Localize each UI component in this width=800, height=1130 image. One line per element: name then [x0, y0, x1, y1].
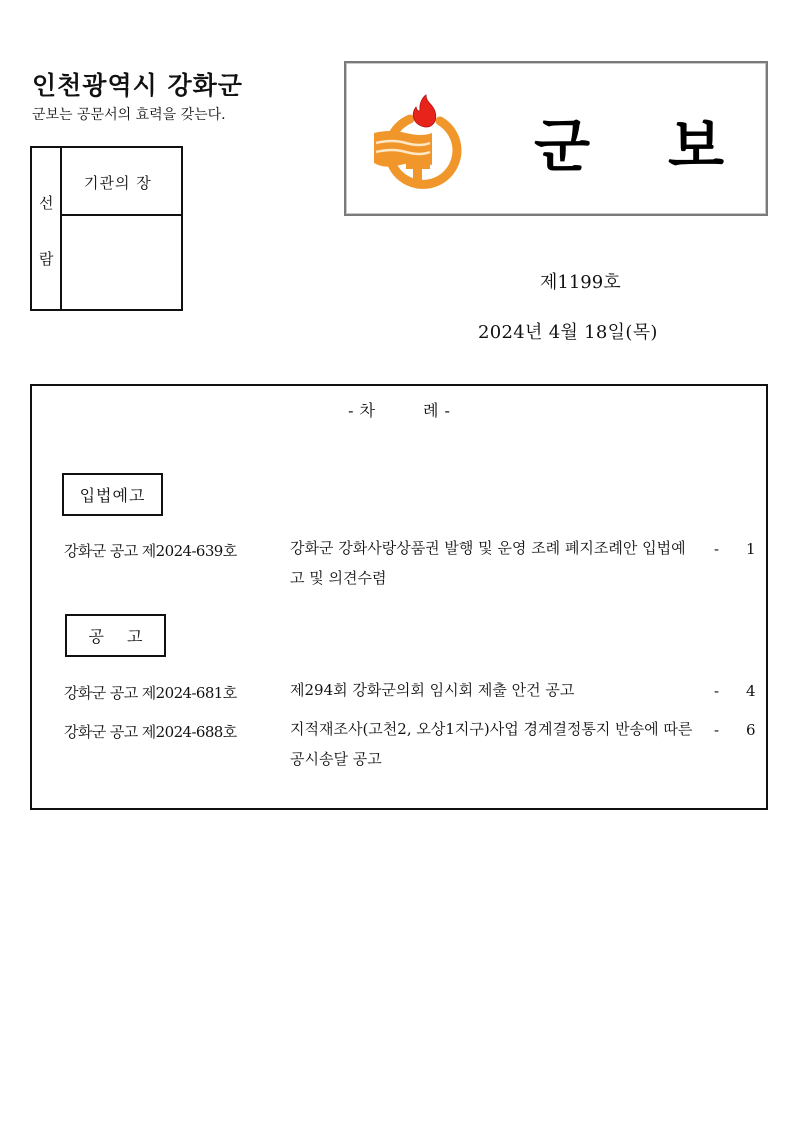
org-title: 인천광역시 강화군: [32, 71, 243, 100]
toc-entry-dash: -: [714, 540, 720, 558]
toc-heading-char-2: 례: [423, 401, 439, 420]
org-subtitle: 군보는 공문서의 효력을 갖는다.: [32, 107, 226, 123]
table-of-contents: [30, 384, 768, 810]
section-label-public-notice: 공 고: [65, 614, 166, 657]
toc-entry-title[interactable]: 강화군 강화사랑상품권 발행 및 운영 조례 폐지조례안 입법예고 및 의견수렴: [290, 539, 686, 587]
masthead-title-char-1: 군: [534, 112, 591, 180]
section-label-legislative-notice: 입법예고: [62, 473, 163, 516]
toc-heading: [32, 398, 766, 421]
toc-heading-char-1: 차: [359, 401, 375, 420]
county-emblem-icon: [370, 93, 470, 193]
toc-heading-dash: -: [348, 401, 354, 420]
issue-number: 제1199호: [540, 272, 621, 293]
approval-side-char-1: 선: [39, 194, 54, 212]
toc-entry-page: 6: [746, 721, 756, 739]
toc-heading-dash: -: [444, 401, 450, 420]
approval-top-cell: [62, 148, 181, 216]
toc-entry-ref: 강화군 공고 제2024-688호: [64, 723, 237, 741]
masthead: [344, 61, 768, 216]
toc-entry-ref: 강화군 공고 제2024-639호: [64, 542, 237, 560]
toc-entry-dash: -: [714, 721, 720, 739]
toc-entry-page: 4: [746, 682, 756, 700]
toc-entry-dash: -: [714, 682, 720, 700]
approval-side-char-2: 람: [39, 250, 54, 268]
approval-side-label: [32, 148, 62, 309]
toc-entry-page: 1: [746, 540, 756, 558]
approval-box: [30, 146, 183, 311]
toc-entry-title[interactable]: 제294회 강화군의회 임시회 제출 안건 공고: [290, 681, 575, 699]
issue-date: 2024년 4월 18일(목): [478, 322, 658, 343]
toc-entry-title[interactable]: 지적재조사(고천2, 오상1지구)사업 경계결정통지 반송에 따른 공시송달 공고: [290, 720, 693, 768]
masthead-title-char-2: 보: [668, 112, 725, 180]
toc-entry-ref: 강화군 공고 제2024-681호: [64, 684, 237, 702]
approval-top-label: 기관의 장: [84, 174, 152, 192]
